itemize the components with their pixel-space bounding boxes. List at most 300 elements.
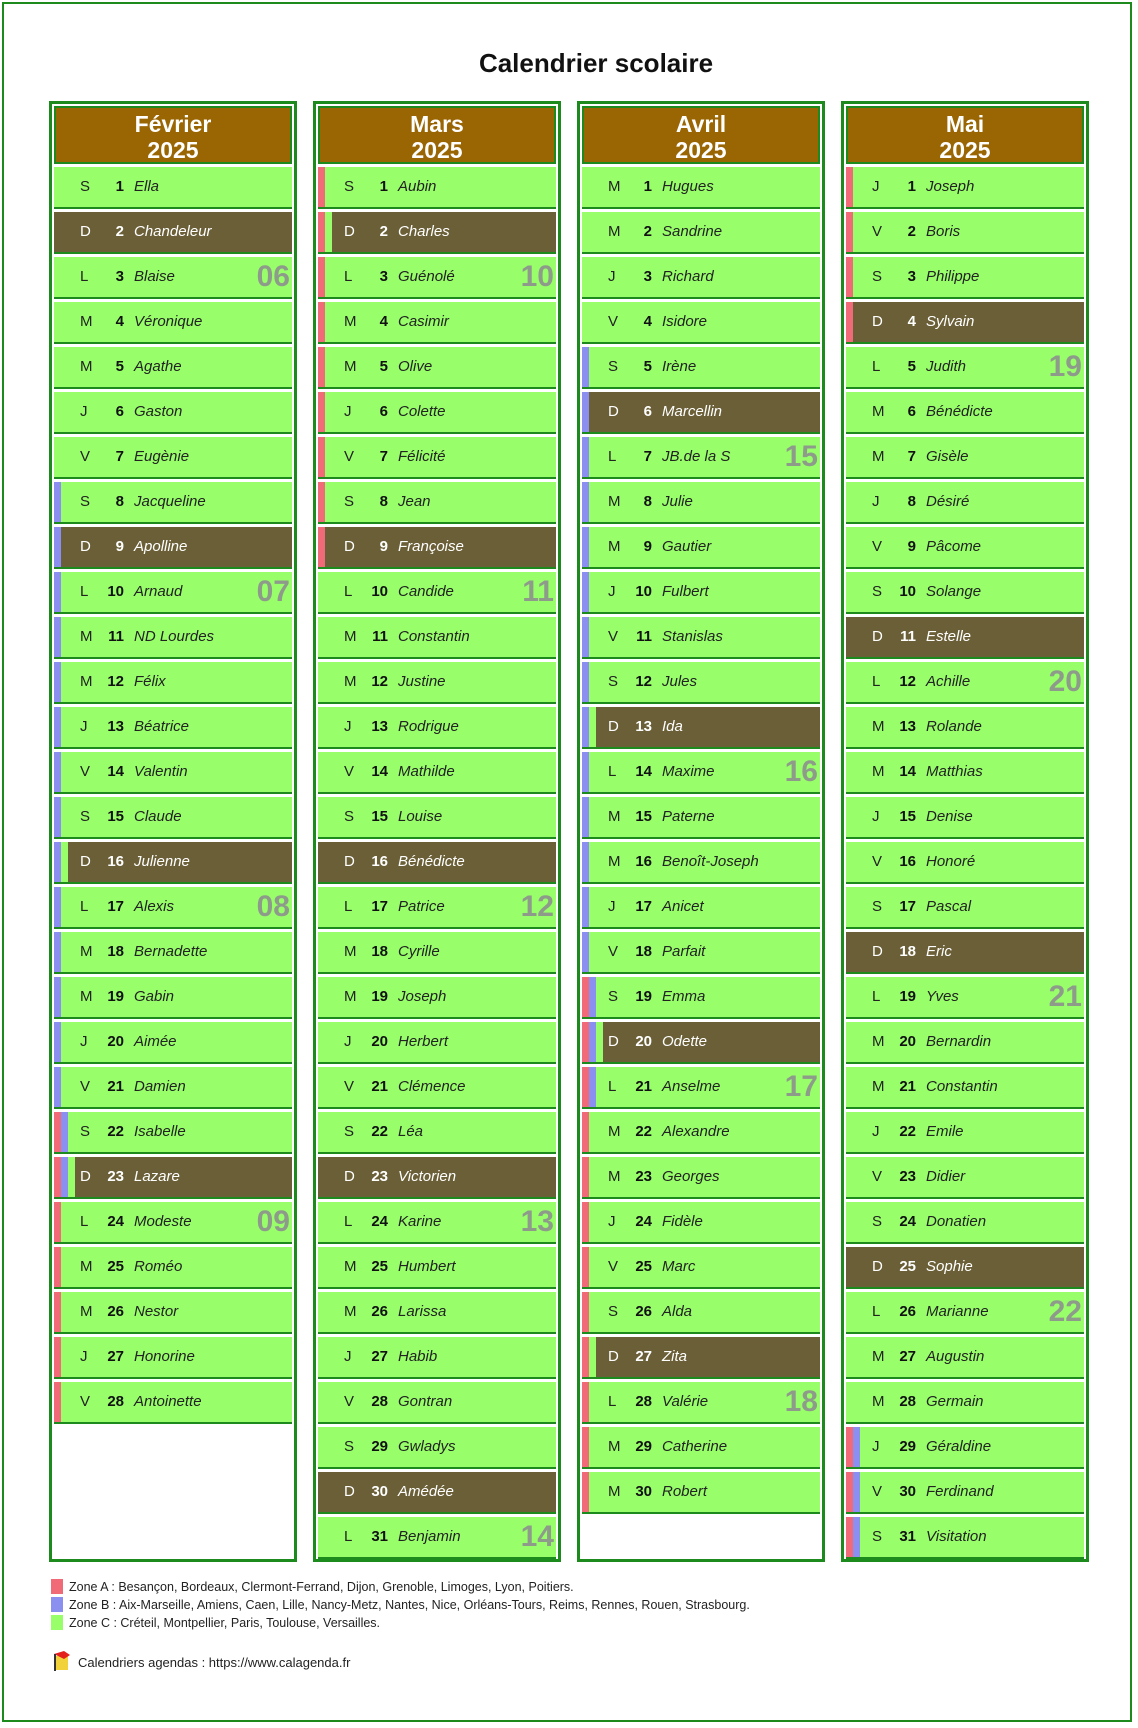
- day-row: [582, 1292, 820, 1334]
- day-number: 28: [899, 1393, 916, 1410]
- day-letter: S: [80, 178, 91, 195]
- day-letter: L: [608, 448, 617, 465]
- day-letter: M: [872, 403, 885, 420]
- day-row: [318, 797, 556, 839]
- day-number: 3: [115, 268, 124, 285]
- zone-a-bar: [318, 437, 325, 477]
- saint-name: Hugues: [662, 178, 714, 195]
- saint-name: Benjamin: [398, 1528, 461, 1545]
- day-number: 3: [907, 268, 916, 285]
- day-letter: V: [872, 538, 883, 555]
- day-number: 4: [907, 313, 916, 330]
- saint-name: Sandrine: [662, 223, 723, 240]
- zone-c-bar: [325, 212, 332, 252]
- day-row: [846, 1157, 1084, 1199]
- day-row: [318, 662, 556, 704]
- zone-a-bar: [846, 302, 853, 342]
- page-title: Calendrier scolaire: [478, 48, 714, 78]
- day-letter: S: [344, 1438, 355, 1455]
- saint-name: Pascal: [926, 898, 972, 915]
- day-number: 23: [635, 1168, 652, 1185]
- saint-name: Jean: [398, 493, 431, 510]
- saint-name: Marcellin: [662, 403, 723, 420]
- day-row: [846, 392, 1084, 434]
- day-letter: M: [872, 1393, 885, 1410]
- saint-name: Nestor: [134, 1303, 179, 1320]
- saint-name: Casimir: [398, 313, 449, 330]
- calagenda-logo-icon: [52, 1650, 72, 1672]
- day-row: [318, 1022, 556, 1064]
- saint-name: Zita: [662, 1348, 688, 1365]
- day-row: [582, 482, 820, 524]
- zone-a-bar: [582, 1337, 589, 1377]
- zone-b-bar: [853, 1427, 860, 1467]
- saint-name: Yves: [926, 988, 959, 1005]
- zone-a-bar: [582, 1427, 589, 1467]
- day-row: [318, 1247, 556, 1289]
- day-row: [318, 617, 556, 659]
- day-number: 8: [907, 493, 916, 510]
- day-number: 8: [643, 493, 652, 510]
- day-row: [582, 572, 820, 614]
- day-row: [54, 662, 292, 704]
- day-letter: D: [344, 1483, 355, 1500]
- day-row: [846, 482, 1084, 524]
- day-letter: M: [80, 313, 93, 330]
- day-letter: L: [344, 1528, 353, 1545]
- day-number: 14: [107, 763, 124, 780]
- day-letter: S: [608, 1303, 619, 1320]
- day-letter: D: [80, 1168, 91, 1185]
- saint-name: Véronique: [134, 313, 203, 330]
- zone-c-bar: [61, 842, 68, 882]
- day-letter: S: [80, 1123, 91, 1140]
- zone-b-bar: [582, 572, 589, 612]
- zone-b-bar: [54, 797, 61, 837]
- day-letter: J: [608, 1213, 616, 1230]
- day-letter: M: [608, 1123, 621, 1140]
- day-row: [846, 662, 1084, 704]
- day-letter: V: [608, 943, 619, 960]
- day-number: 11: [900, 628, 916, 645]
- zone-b-bar: [582, 662, 589, 702]
- day-number: 19: [899, 988, 916, 1005]
- day-number: 25: [371, 1258, 388, 1275]
- day-number: 31: [899, 1528, 916, 1545]
- day-letter: D: [80, 223, 91, 240]
- saint-name: Julienne: [134, 853, 190, 870]
- day-letter: J: [80, 1348, 88, 1365]
- day-row: [846, 977, 1084, 1019]
- saint-name: Gaston: [134, 403, 183, 420]
- zone-c-bar: [589, 707, 596, 747]
- week-number: 09: [256, 1205, 290, 1238]
- saint-name: Parfait: [662, 943, 706, 960]
- day-letter: J: [80, 718, 88, 735]
- day-row: [54, 437, 292, 479]
- day-row: [54, 1067, 292, 1109]
- day-row: [582, 662, 820, 704]
- day-list: [318, 167, 556, 1562]
- day-letter: M: [80, 943, 93, 960]
- month-column: [313, 101, 561, 1562]
- day-letter: M: [344, 988, 357, 1005]
- saint-name: Apolline: [134, 538, 188, 555]
- day-number: 6: [643, 403, 652, 420]
- zone-a-bar: [582, 1022, 589, 1062]
- day-letter: M: [344, 943, 357, 960]
- saint-name: Richard: [662, 268, 714, 285]
- day-row: [318, 707, 556, 749]
- zone-a-bar: [54, 1292, 61, 1332]
- zone-a-bar: [846, 167, 853, 207]
- day-letter: M: [344, 628, 357, 645]
- legend-zone-a: [50, 1578, 750, 1596]
- saint-name: Anicet: [662, 898, 704, 915]
- zone-a-bar: [54, 1157, 61, 1197]
- saint-name: Stanislas: [662, 628, 723, 645]
- day-list: [54, 167, 292, 1427]
- zone-a-bar: [582, 1202, 589, 1242]
- zone-a-bar: [846, 212, 853, 252]
- saint-name: Sophie: [926, 1258, 973, 1275]
- day-row: [582, 932, 820, 974]
- zone-a-bar: [318, 347, 325, 387]
- saint-name: Guénolé: [398, 268, 455, 285]
- saint-name: Judith: [926, 358, 967, 375]
- day-row: [582, 1067, 820, 1109]
- zone-a-bar: [318, 167, 325, 207]
- saint-name: Aubin: [398, 178, 437, 195]
- day-letter: M: [80, 673, 93, 690]
- day-number: 26: [371, 1303, 388, 1320]
- saint-name: Bénédicte: [926, 403, 993, 420]
- day-row: [318, 1517, 556, 1559]
- day-letter: J: [344, 1033, 352, 1050]
- zone-c-bar: [589, 1337, 596, 1377]
- day-row: [846, 1472, 1084, 1514]
- zone-b-bar: [589, 1067, 596, 1107]
- day-row: [846, 1202, 1084, 1244]
- day-row: [54, 257, 292, 299]
- day-number: 6: [379, 403, 388, 420]
- day-letter: L: [872, 673, 881, 690]
- month-header: [54, 106, 292, 164]
- day-letter: V: [344, 1393, 355, 1410]
- zone-b-bar: [54, 572, 61, 612]
- saint-name: Eugènie: [134, 448, 190, 465]
- day-number: 15: [899, 808, 916, 825]
- saint-name: Habib: [398, 1348, 438, 1365]
- footer-link[interactable]: Calendriers agendas : https://www.calagenda.fr: [78, 1655, 351, 1670]
- day-number: 24: [635, 1213, 652, 1230]
- day-row: [54, 1337, 292, 1379]
- day-row-sunday: [582, 1337, 820, 1379]
- saint-name: Matthias: [926, 763, 983, 780]
- saint-name: Isidore: [662, 313, 708, 330]
- zone-a-bar: [318, 392, 325, 432]
- day-row: [582, 752, 820, 794]
- day-letter: M: [344, 358, 357, 375]
- saint-name: Victorien: [398, 1168, 457, 1185]
- zone-b-bar: [54, 662, 61, 702]
- day-letter: M: [608, 538, 621, 555]
- day-number: 16: [107, 853, 124, 870]
- day-row: [846, 752, 1084, 794]
- zone-a-bar: [318, 212, 325, 252]
- day-letter: J: [872, 808, 880, 825]
- zone-a-bar: [318, 302, 325, 342]
- day-row: [318, 977, 556, 1019]
- saint-name: Emile: [926, 1123, 964, 1140]
- week-number: 22: [1048, 1295, 1082, 1328]
- day-letter: M: [872, 763, 885, 780]
- day-number: 21: [371, 1078, 388, 1095]
- day-letter: J: [80, 1033, 88, 1050]
- day-row: [582, 1247, 820, 1289]
- month-name: Février: [134, 111, 212, 137]
- zone-b-bar: [582, 707, 589, 747]
- day-row: [54, 572, 292, 614]
- day-letter: S: [344, 808, 355, 825]
- day-letter: L: [344, 268, 353, 285]
- day-row-sunday: [318, 1157, 556, 1199]
- day-number: 12: [107, 673, 124, 690]
- month-year: 2025: [147, 137, 199, 163]
- month-name: Mai: [945, 111, 985, 137]
- saint-name: Sylvain: [926, 313, 975, 330]
- month-header: [318, 106, 556, 164]
- saint-name: Lazare: [134, 1168, 180, 1185]
- day-row: [318, 167, 556, 209]
- zone-b-bar: [589, 1022, 596, 1062]
- day-letter: M: [608, 178, 621, 195]
- week-number: 07: [256, 575, 290, 608]
- zone-b-bar: [54, 842, 61, 882]
- saint-name: Rodrigue: [398, 718, 459, 735]
- saint-name: Patrice: [398, 898, 445, 915]
- day-row-sunday: [582, 707, 820, 749]
- day-row: [318, 1292, 556, 1334]
- day-letter: J: [344, 403, 352, 420]
- saint-name: Amédée: [398, 1483, 454, 1500]
- saint-name: Damien: [134, 1078, 186, 1095]
- month-year: 2025: [411, 137, 463, 163]
- day-row: [54, 977, 292, 1019]
- day-number: 3: [643, 268, 652, 285]
- day-letter: S: [344, 178, 355, 195]
- saint-name: Maxime: [662, 763, 715, 780]
- zone-b-bar: [582, 392, 589, 432]
- day-row: [318, 347, 556, 389]
- legend-text: Zone B : Aix-Marseille, Amiens, Caen, Lille, Nancy-Metz, Nantes, Nice, Orléans-Tours, Reims, Rennes, Rouen, Strasbourg.: [69, 1598, 750, 1612]
- day-number: 27: [107, 1348, 124, 1365]
- week-number: 20: [1048, 665, 1082, 698]
- saint-name: Didier: [926, 1168, 966, 1185]
- day-letter: D: [344, 853, 355, 870]
- day-number: 22: [899, 1123, 916, 1140]
- day-letter: J: [872, 493, 880, 510]
- day-row: [54, 1247, 292, 1289]
- day-row: [846, 842, 1084, 884]
- day-row: [846, 1112, 1084, 1154]
- day-letter: M: [608, 808, 621, 825]
- day-row: [846, 1067, 1084, 1109]
- saint-name: Louise: [398, 808, 443, 825]
- day-letter: D: [872, 1258, 883, 1275]
- week-number: 17: [784, 1070, 818, 1103]
- day-number: 18: [107, 943, 124, 960]
- saint-name: Chandeleur: [134, 223, 212, 240]
- zone-b-bar: [54, 752, 61, 792]
- day-letter: S: [608, 358, 619, 375]
- zone-c-bar: [68, 1157, 75, 1197]
- day-number: 7: [115, 448, 124, 465]
- day-letter: V: [608, 628, 619, 645]
- day-number: 5: [907, 358, 916, 375]
- day-number: 15: [371, 808, 388, 825]
- day-row: [54, 1382, 292, 1424]
- day-number: 18: [635, 943, 652, 960]
- zone-a-bar: [318, 257, 325, 297]
- saint-name: Solange: [926, 583, 982, 600]
- day-row: [582, 977, 820, 1019]
- day-letter: L: [608, 1078, 617, 1095]
- saint-name: Félix: [134, 673, 166, 690]
- saint-name: Georges: [662, 1168, 720, 1185]
- day-number: 5: [115, 358, 124, 375]
- saint-name: Larissa: [398, 1303, 447, 1320]
- zone-a-bar: [54, 1382, 61, 1422]
- day-row: [54, 1202, 292, 1244]
- saint-name: Achille: [926, 673, 971, 690]
- day-letter: D: [80, 538, 91, 555]
- day-letter: V: [80, 1078, 91, 1095]
- day-letter: D: [80, 853, 91, 870]
- day-row-sunday: [54, 527, 292, 569]
- day-letter: D: [344, 1168, 355, 1185]
- zone-b-bar: [54, 1022, 61, 1062]
- week-number: 06: [256, 260, 290, 293]
- saint-name: Alda: [662, 1303, 693, 1320]
- day-number: 30: [635, 1483, 652, 1500]
- day-row: [846, 347, 1084, 389]
- saint-name: Fidèle: [662, 1213, 703, 1230]
- saint-name: Désiré: [926, 493, 970, 510]
- day-row: [582, 1382, 820, 1424]
- day-row: [54, 617, 292, 659]
- day-row: [582, 257, 820, 299]
- saint-name: Félicité: [398, 448, 446, 465]
- day-letter: M: [608, 1168, 621, 1185]
- zone-b-bar: [54, 707, 61, 747]
- week-number: 14: [520, 1520, 554, 1553]
- day-row: [54, 887, 292, 929]
- day-letter: V: [608, 313, 619, 330]
- saint-name: Françoise: [398, 538, 464, 555]
- day-row-sunday: [846, 302, 1084, 344]
- day-number: 20: [635, 1033, 652, 1050]
- saint-name: Marc: [662, 1258, 696, 1275]
- month-column: [49, 101, 297, 1562]
- day-row: [846, 1292, 1084, 1334]
- day-number: 29: [899, 1438, 916, 1455]
- day-letter: M: [608, 493, 621, 510]
- day-letter: M: [608, 223, 621, 240]
- day-row: [582, 1112, 820, 1154]
- zone-a-bar: [582, 1247, 589, 1287]
- day-number: 9: [115, 538, 124, 555]
- day-row: [54, 302, 292, 344]
- day-letter: M: [872, 1348, 885, 1365]
- saint-name: Antoinette: [134, 1393, 202, 1410]
- zone-a-bar: [846, 1472, 853, 1512]
- day-letter: L: [80, 1213, 89, 1230]
- saint-name: Roméo: [134, 1258, 183, 1275]
- day-number: 24: [107, 1213, 124, 1230]
- day-number: 30: [371, 1483, 388, 1500]
- day-row: [54, 167, 292, 209]
- saint-name: Léa: [398, 1123, 424, 1140]
- day-row: [54, 482, 292, 524]
- zone-a-bar: [54, 1247, 61, 1287]
- legend-zone-c: [50, 1614, 750, 1632]
- week-number: 21: [1048, 980, 1082, 1013]
- zone-a-bar: [582, 1472, 589, 1512]
- day-number: 4: [379, 313, 388, 330]
- week-number: 08: [256, 890, 290, 923]
- day-row: [582, 1427, 820, 1469]
- day-letter: M: [80, 988, 93, 1005]
- day-row: [54, 1112, 292, 1154]
- day-letter: M: [872, 1078, 885, 1095]
- week-number: 13: [520, 1205, 554, 1238]
- day-row: [846, 527, 1084, 569]
- day-number: 13: [371, 718, 388, 735]
- saint-name: Pâcome: [926, 538, 982, 555]
- day-letter: M: [344, 313, 357, 330]
- saint-name: Agathe: [134, 358, 182, 375]
- day-row: [846, 437, 1084, 479]
- day-row-sunday: [318, 1472, 556, 1514]
- day-row: [54, 752, 292, 794]
- day-letter: D: [872, 313, 883, 330]
- day-letter: D: [872, 943, 883, 960]
- day-number: 18: [899, 943, 916, 960]
- day-row: [54, 932, 292, 974]
- saint-name: Honorine: [134, 1348, 195, 1365]
- saint-name: Gontran: [398, 1393, 453, 1410]
- zone-c-swatch: [51, 1615, 63, 1630]
- zone-a-bar: [318, 527, 325, 567]
- day-row-sunday: [582, 1022, 820, 1064]
- zone-a-bar: [318, 482, 325, 522]
- zone-a-bar: [582, 1157, 589, 1197]
- month-name: Mars: [410, 111, 464, 137]
- day-letter: M: [344, 673, 357, 690]
- day-row: [582, 842, 820, 884]
- day-row: [54, 1292, 292, 1334]
- saint-name: Olive: [398, 358, 433, 375]
- saint-name: Béatrice: [134, 718, 190, 735]
- day-number: 11: [372, 628, 388, 645]
- day-number: 9: [907, 538, 916, 555]
- day-letter: L: [872, 988, 881, 1005]
- day-list: [582, 167, 820, 1517]
- day-letter: V: [80, 448, 91, 465]
- day-letter: D: [344, 538, 355, 555]
- zone-a-bar: [582, 977, 589, 1017]
